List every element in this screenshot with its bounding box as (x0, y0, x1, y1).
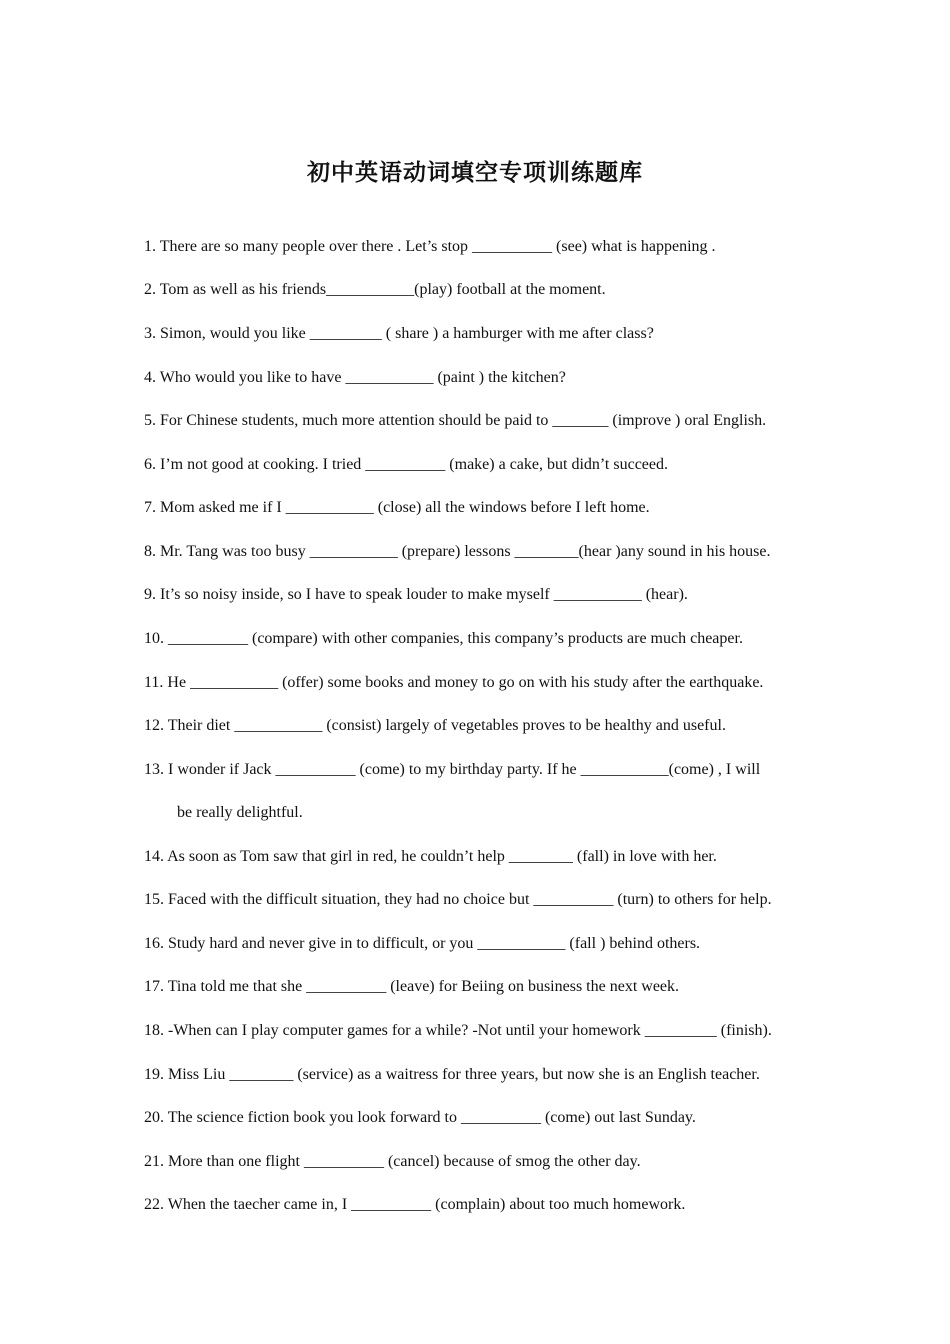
question-2: 2. Tom as well as his friends___________(play) football at the moment. (144, 281, 606, 298)
question-22: 22. When the taecher came in, I __________ (complain) about too much homework. (144, 1196, 686, 1213)
question-20: 20. The science fiction book you look forward to __________ (come) out last Sunday. (144, 1109, 696, 1126)
question-21: 21. More than one flight __________ (cancel) because of smog the other day. (144, 1153, 641, 1170)
question-19: 19. Miss Liu ________ (service) as a waitress for three years, but now she is an English teacher. (144, 1066, 760, 1083)
question-3: 3. Simon, would you like _________ ( share ) a hamburger with me after class? (144, 325, 654, 342)
question-5: 5. For Chinese students, much more attention should be paid to _______ (improve ) oral English. (144, 412, 767, 429)
question-9: 9. It’s so noisy inside, so I have to speak louder to make myself ___________ (hear). (144, 586, 688, 603)
question-7: 7. Mom asked me if I ___________ (close) all the windows before I left home. (144, 499, 650, 516)
question-13-continuation: be really delightful. (177, 804, 303, 821)
question-14: 14. As soon as Tom saw that girl in red, he couldn’t help ________ (fall) in love with her. (144, 848, 717, 865)
question-11: 11. He ___________ (offer) some books and money to go on with his study after the earthquake. (144, 674, 764, 691)
question-1: 1. There are so many people over there . Let’s stop __________ (see) what is happening . (144, 238, 716, 255)
question-12: 12. Their diet ___________ (consist) largely of vegetables proves to be healthy and useful. (144, 717, 726, 734)
question-18: 18. -When can I play computer games for a while? -Not until your homework _________ (finish). (144, 1022, 772, 1039)
question-17: 17. Tina told me that she __________ (leave) for Beiing on business the next week. (144, 978, 680, 995)
question-15: 15. Faced with the difficult situation, they had no choice but __________ (turn) to others for help. (144, 891, 772, 908)
question-16: 16. Study hard and never give in to difficult, or you ___________ (fall ) behind others. (144, 935, 701, 952)
question-6: 6. I’m not good at cooking. I tried __________ (make) a cake, but didn’t succeed. (144, 456, 669, 473)
question-13: 13. I wonder if Jack __________ (come) to my birthday party. If he ___________(come) , I will (144, 761, 761, 778)
page-title: 初中英语动词填空专项训练题库 (307, 160, 643, 186)
question-8: 8. Mr. Tang was too busy ___________ (prepare) lessons ________(hear )any sound in his house. (144, 543, 771, 560)
question-4: 4. Who would you like to have ___________ (paint ) the kitchen? (144, 369, 566, 386)
question-10: 10. __________ (compare) with other companies, this company’s products are much cheaper. (144, 630, 743, 647)
